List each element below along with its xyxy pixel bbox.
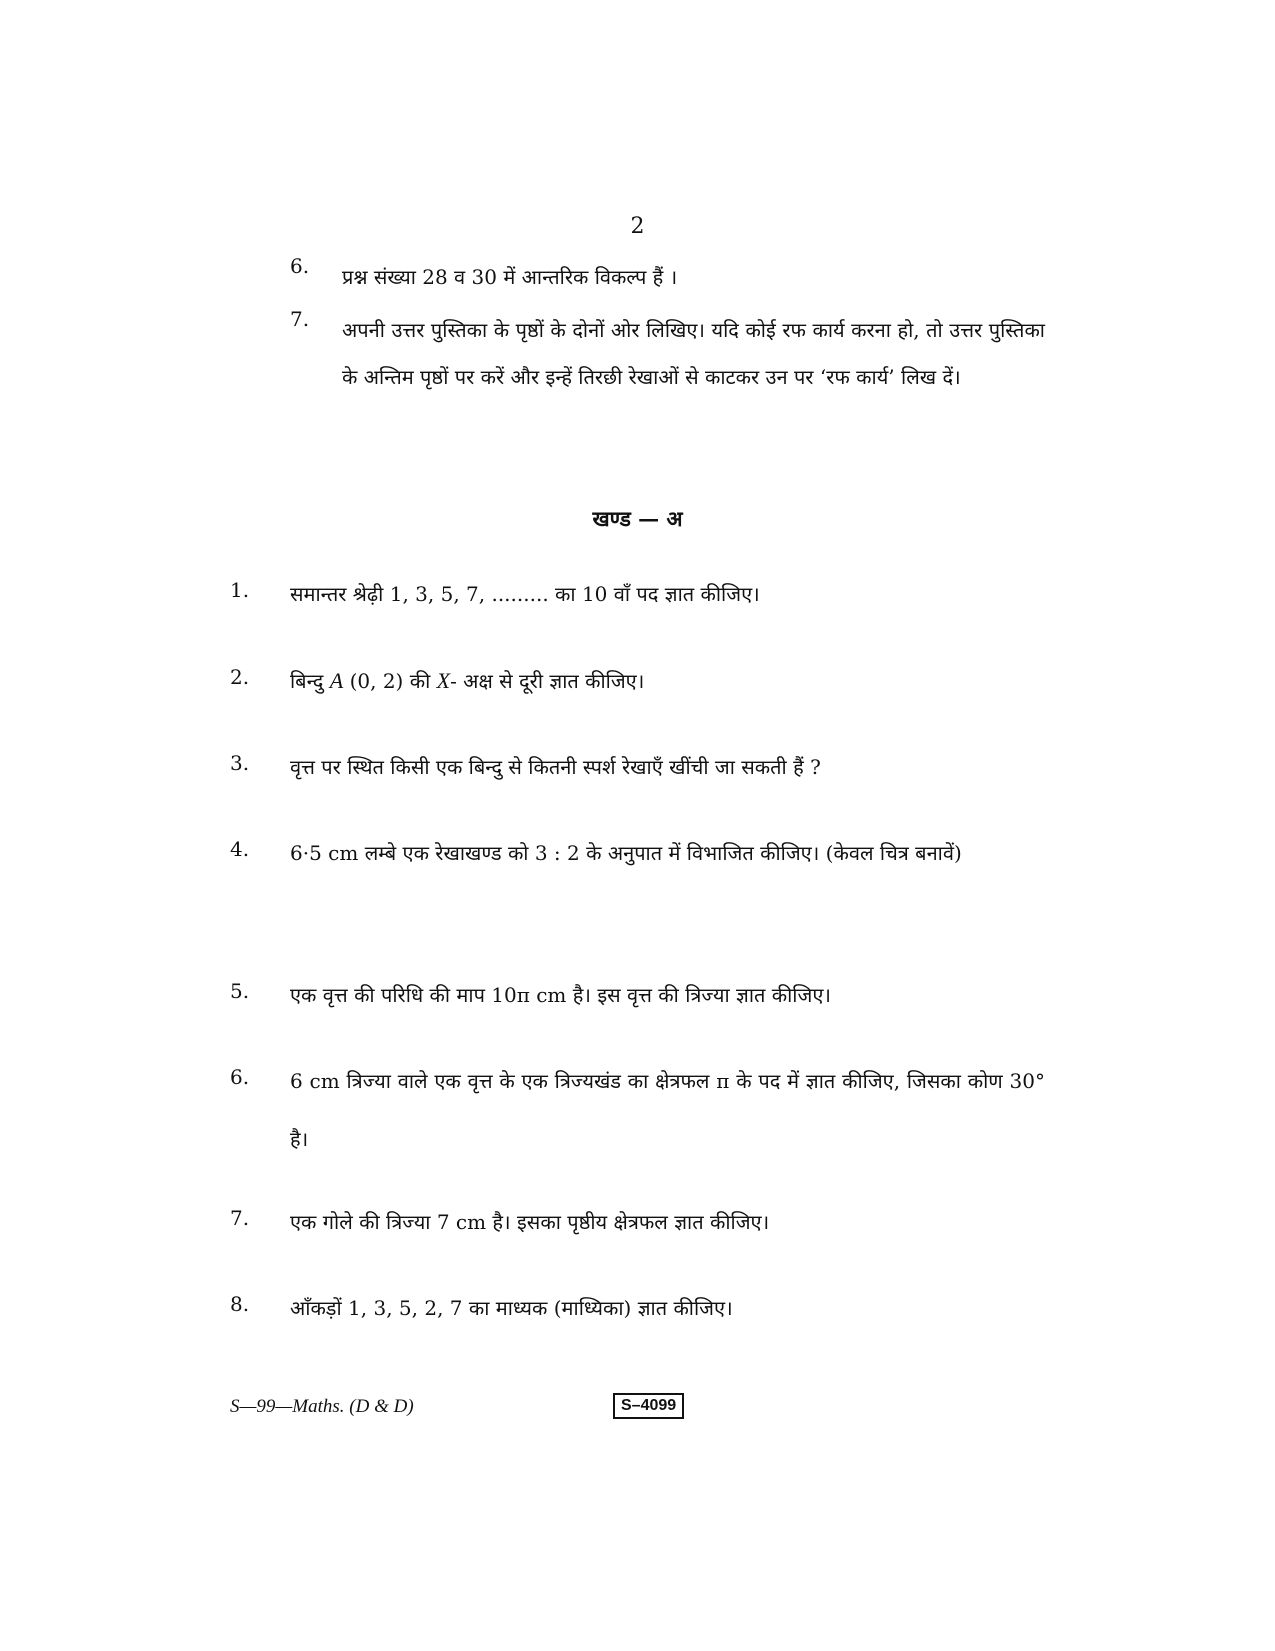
question-item bbox=[230, 824, 1045, 882]
question-text bbox=[290, 652, 1045, 710]
question-number: 8. bbox=[230, 1292, 250, 1316]
question-text: 6 cm त्रिज्या वाले एक वृत्त के एक त्रिज्यखंड का क्षेत्रफल π के पद में ज्ञात कीजिए, जिसका कोण 30° है। bbox=[290, 1069, 1045, 1151]
question-text: 6·5 cm लम्बे एक रेखाखण्ड को 3 : 2 के अनुपात में विभाजित कीजिए। (केवल चित्र बनावें) bbox=[290, 841, 962, 865]
question-item bbox=[230, 966, 1045, 1024]
question-text-part: (0, 2) की bbox=[343, 669, 437, 693]
question-item bbox=[230, 1052, 1045, 1168]
question-number: 2. bbox=[230, 665, 250, 689]
question-number: 3. bbox=[230, 751, 250, 775]
question-item bbox=[230, 738, 1045, 796]
question-number: 7. bbox=[230, 1206, 250, 1230]
question-number: 1. bbox=[230, 578, 250, 602]
question-text: समान्तर श्रेढ़ी 1, 3, 5, 7, ......... का 10 वाँ पद ज्ञात कीजिए। bbox=[290, 582, 760, 606]
math-variable: A bbox=[329, 668, 344, 693]
question-number: 4. bbox=[230, 837, 250, 861]
instruction-text: प्रश्न संख्या 28 व 30 में आन्तरिक विकल्प हैं । bbox=[342, 265, 678, 289]
instruction-number: 7. bbox=[290, 307, 310, 331]
instruction-item bbox=[290, 254, 1045, 301]
question-item bbox=[230, 652, 1045, 710]
question-item bbox=[230, 1193, 1045, 1251]
footer-paper-code: S–4099 bbox=[613, 1393, 684, 1419]
question-text: एक वृत्त की परिधि की माप 10π cm है। इस वृत्त की त्रिज्या ज्ञात कीजिए। bbox=[290, 983, 831, 1007]
math-variable: X bbox=[436, 668, 451, 693]
instruction-text: अपनी उत्तर पुस्तिका के पृष्ठों के दोनों ओर लिखिए। यदि कोई रफ कार्य करना हो, तो उत्तर पुस्तिका के अन्तिम पृष्ठों पर करें और इन्हें तिरछी रेखाओं से काटकर उन पर ‘रफ कार्य’ लिख दें। bbox=[342, 318, 1045, 389]
question-text: एक गोले की त्रिज्या 7 cm है। इसका पृष्ठीय क्षेत्रफल ज्ञात कीजिए। bbox=[290, 1210, 770, 1234]
question-number: 6. bbox=[230, 1065, 250, 1089]
question-text: आँकड़ों 1, 3, 5, 2, 7 का माध्यक (माध्यिका) ज्ञात कीजिए। bbox=[290, 1296, 733, 1320]
question-text-part: बिन्दु bbox=[290, 669, 330, 693]
question-text-part: - अक्ष से दूरी ज्ञात कीजिए। bbox=[450, 669, 645, 693]
instruction-item bbox=[290, 307, 1045, 401]
instruction-number: 6. bbox=[290, 254, 310, 278]
section-heading: खण्ड — अ bbox=[592, 506, 683, 531]
question-item bbox=[230, 1279, 1045, 1337]
question-text: वृत्त पर स्थित किसी एक बिन्दु से कितनी स्पर्श रेखाएँ खींची जा सकती हैं ? bbox=[290, 755, 821, 779]
page-number: 2 bbox=[630, 214, 645, 239]
question-item bbox=[230, 565, 1045, 623]
footer-subject: S—99—Maths. (D & D) bbox=[230, 1396, 414, 1417]
question-number: 5. bbox=[230, 979, 250, 1003]
